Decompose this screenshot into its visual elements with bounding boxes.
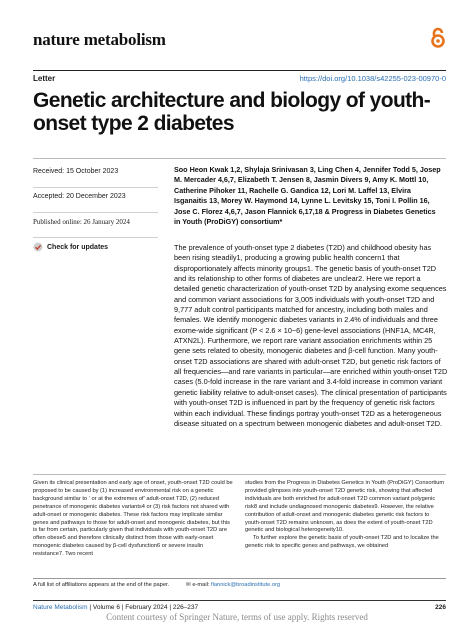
body-column-right: [245, 480, 446, 551]
abstract: The prevalence of youth-onset type 2 diabetes (T2D) and childhood obesity has been rising steadily1, producing a growing public health concern1 that disproportionately affects minority groups1. The genetic basis of youth-onset T2D and its relationship to other forms of diabetes are unclear2. Here we report a detailed genetic characterization of youth-onset T2D by analysing exome sequences and common variant associations for 3,005 individuals with youth-onset T2D and 9,777 adult control participants matched for ancestry, including both males and females. We identify monogenic diabetes variants in 2.4% of individuals and three exome-wide significant (P < 2.6 × 10−6) gene-level associations (HNF1A, MC4R, ATXN2L). Furthermore, we report rare variant association enrichments within 25 gene sets related to obesity, monogenic diabetes and β-cell function. Many youth-onset T2D associations are shared with adult-onset T2D, but genetic risk factors of all frequencies—and rare variants in particular—are enriched within youth-onset T2D cases (5.0-fold increase in the rare variant and 3.4-fold increase in common variant genetic liability relative to adult-onset cases). The clinical presentation of participants with youth-onset T2D is influenced in part by the frequency of genetic risk factors within each individual. These findings portray youth-onset T2D as a heterogeneous disease situated on a spectrum between monogenic diabetes and adult-onset T2D.: [174, 243, 448, 428]
citation-line: [33, 604, 198, 611]
accepted-date: Accepted: 20 December 2023: [33, 193, 126, 200]
citation-details: | Volume 6 | February 2024 | 226–237: [87, 604, 199, 611]
email-label: e-mail:: [192, 582, 210, 588]
page-number: 226: [435, 604, 446, 611]
received-date: Received: 15 October 2023: [33, 168, 119, 175]
article-type: Letter: [33, 74, 56, 83]
published-date: Published online: 26 January 2024: [33, 218, 130, 226]
email-line: [186, 582, 280, 588]
citation-journal[interactable]: Nature Metabolism: [33, 604, 88, 611]
affiliations-note: A full list of affiliations appears at the end of the paper.: [33, 582, 170, 588]
abstract-rule: [33, 474, 446, 475]
journal-name: nature metabolism: [33, 30, 166, 49]
courtesy-watermark: Content courtesy of Springer Nature, terms of use apply. Rights reserved: [106, 612, 368, 622]
body-paragraph: To further explore the genetic basis of youth-onset T2D and to localize the genetic risk to specific genes and pathways, we obtained: [245, 535, 439, 550]
footnote-rule: [33, 578, 446, 579]
open-access-icon: [430, 27, 446, 49]
title-rule: [33, 158, 446, 159]
footer-rule: [33, 600, 446, 601]
email-icon: ✉: [186, 582, 191, 588]
check-updates-icon: [33, 242, 43, 252]
check-updates-label: Check for updates: [47, 243, 109, 251]
check-updates-button[interactable]: [33, 242, 158, 252]
body-column-left: Given its clinical presentation and early age of onset, youth-onset T2D could be proposed to be caused by (1) increased environmental risk on a genetic background similar to ‘ or at the extremes of’ adult-onset T2D, (2) reduced penetrance of monogenic diabetes variants4 or (3) risk factors not shared with adult-onset or monogenic diabetes. These risk factors may implicate similar genes and pathways to those for adult-onset and monogenic diabetes, but this is far from certain, particularly given that individuals with youth-onset T2D are often obese5 and therefore clinically distinct from those with early-onset monogenic diabetes caused by β-cell dysfunction6 or severe insulin resistance7. Two recent: [33, 480, 233, 558]
author-list: Soo Heon Kwak 1,2, Shylaja Srinivasan 3, Ling Chen 4, Jennifer Todd 5, Josep M. Mercader 4,6,7, Elizabeth T. Jensen 8, Jasmin Divers 9, Amy K. Mottl 10, Catherine Pihoker 11, Rachelle G. Gandica 12, Lori M. Laffel 13, Elvira Isganaitis 13, Morey W. Haymond 14, Lynne L. Levitsky 15, Toni I. Pollin 16, Jose C. Florez 4,6,7, Jason Flannick 6,17,18 & Progress in Diabetes Genetics in Youth (ProDiGY) consortium*: [174, 165, 441, 227]
body-paragraph: studies from the Progress in Diabetes Genetics in Youth (ProDiGY) Consortium provided glimpses into youth-onset T2D genetic risk, showing that affected individuals are both enriched for adult-onset T2D common variant polygenic risk8 and include undiagnosed monogenic diabetes9. However, the relative contribution of adult-onset and monogenic diabetes genetic risk factors to youth-onset T2D remains unknown, as does the extent of youth-onset T2D genetic and biological heterogeneity10.: [245, 480, 445, 534]
doi-link[interactable]: https://doi.org/10.1038/s42255-023-00970-0: [299, 74, 446, 83]
article-dates: [33, 166, 158, 252]
email-link[interactable]: flannick@broadinstitute.org: [211, 582, 281, 588]
article-title: Genetic architecture and biology of youth-onset type 2 diabetes: [33, 89, 431, 135]
header-rule: [33, 70, 446, 71]
